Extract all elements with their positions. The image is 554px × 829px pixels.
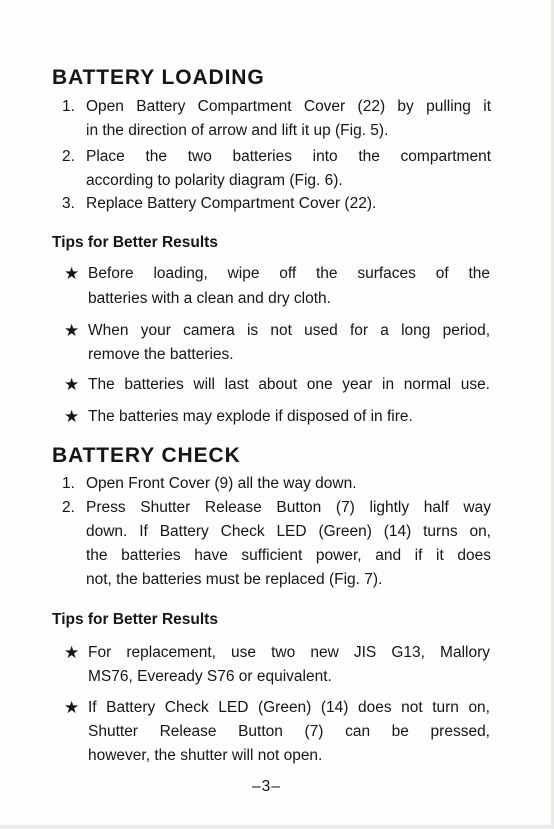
star-bullet-icon: ★ [64,375,80,394]
section-title-battery-loading: BATTERY LOADING [52,66,265,89]
star-bullet-icon: ★ [64,264,80,283]
step-text-line: Open Front Cover (9) all the way down. [86,475,357,492]
step-text-line: Open Battery Compartment Cover (22) by pulling it [86,98,491,115]
tip-text-line: The batteries may explode if disposed of in fire. [88,408,413,425]
section-title-battery-check: BATTERY CHECK [52,444,241,467]
step-text-line: down. If Battery Check LED (Green) (14) turns on, [86,523,491,540]
step-number: 2. [62,148,75,165]
tip-text-line: For replacement, use two new JIS G13, Mallory [88,644,490,661]
tip-text-line: remove the batteries. [88,346,234,363]
tip-text-line: batteries with a clean and dry cloth. [88,290,331,307]
step-number: 2. [62,499,75,516]
page-bottom-edge [0,825,554,829]
step-text-line: according to polarity diagram (Fig. 6). [86,172,343,189]
step-text-line: Place the two batteries into the compartment [86,148,491,165]
tip-text-line: MS76, Eveready S76 or equivalent. [88,668,332,685]
tip-text-line: Shutter Release Button (7) can be pressed, [88,723,490,740]
step-number: 1. [62,475,75,492]
star-bullet-icon: ★ [64,407,80,426]
star-bullet-icon: ★ [64,698,80,717]
star-bullet-icon: ★ [64,643,80,662]
step-text-line: in the direction of arrow and lift it up (Fig. 5). [86,122,389,139]
step-text-line: the batteries have sufficient power, and if it does [86,547,491,564]
tip-text-line: The batteries will last about one year in normal use. [88,376,490,393]
star-bullet-icon: ★ [64,321,80,340]
tip-text-line: If Battery Check LED (Green) (14) does not turn on, [88,699,490,716]
step-text-line: not, the batteries must be replaced (Fig. 7). [86,571,383,588]
page-number: –3– [252,778,281,795]
step-text-line: Replace Battery Compartment Cover (22). [86,195,377,212]
tips-heading: Tips for Better Results [52,234,218,251]
tip-text-line: however, the shutter will not open. [88,747,323,764]
tips-heading: Tips for Better Results [52,611,218,628]
step-number: 1. [62,98,75,115]
step-number: 3. [62,195,75,212]
step-text-line: Press Shutter Release Button (7) lightly half way [86,499,491,516]
tip-text-line: Before loading, wipe off the surfaces of the [88,265,490,282]
tip-text-line: When your camera is not used for a long period, [88,322,490,339]
